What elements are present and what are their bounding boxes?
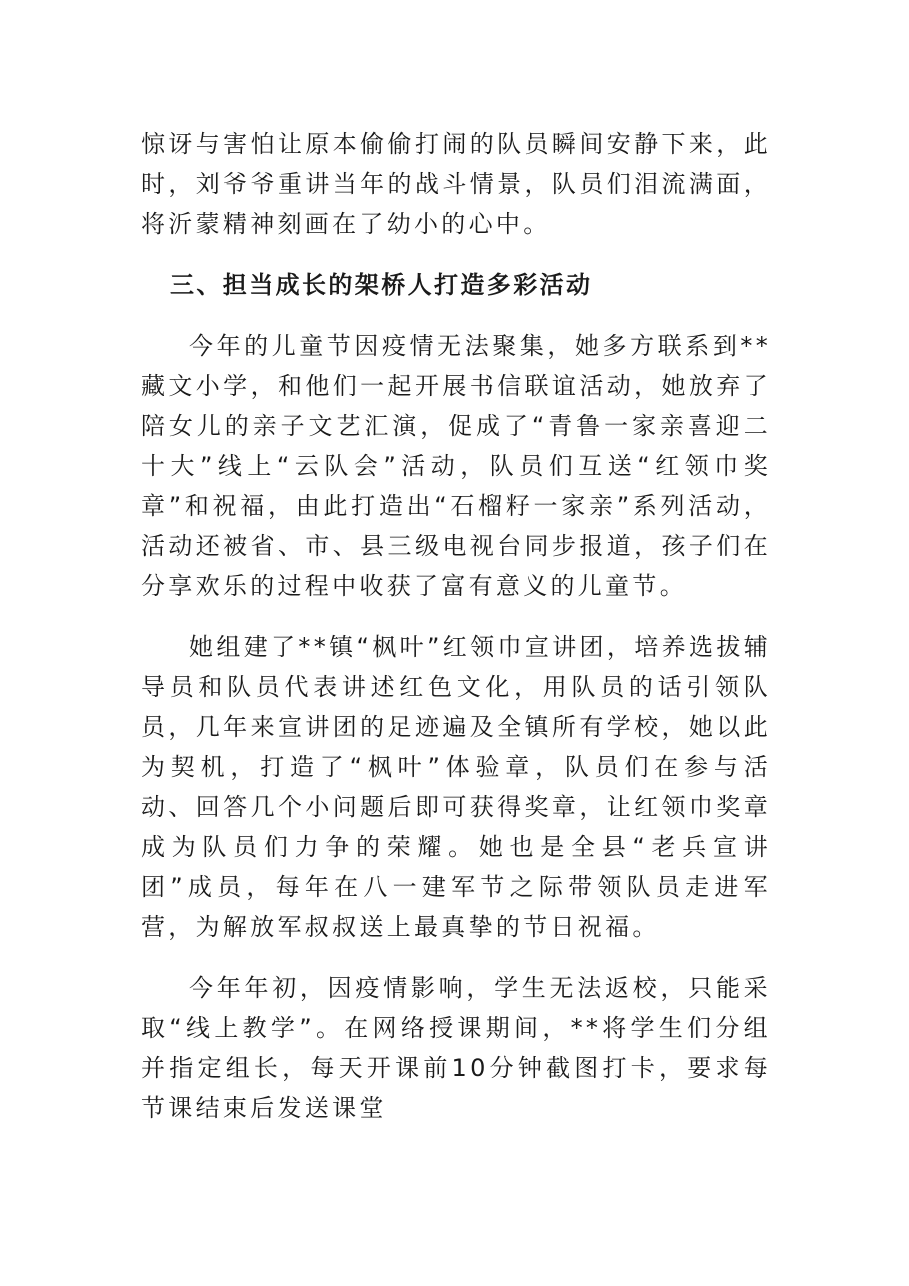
paragraph-continued: 惊讶与害怕让原本偷偷打闹的队员瞬间安静下来，此时，刘爷爷重讲当年的战斗情景，队员们泪流满面，将沂蒙精神刻画在了幼小的心中。: [141, 130, 771, 238]
paragraph-gap: [141, 947, 771, 968]
paragraph-gap: [141, 606, 771, 627]
document-body: [141, 124, 771, 1128]
paragraph-gap: [141, 244, 771, 265]
paragraph-childrens-day: 今年的儿童节因疫情无法聚集，她多方联系到**藏文小学，和他们一起开展书信联谊活动，她放弃了陪女儿的亲子文艺汇演，促成了“青鲁一家亲喜迎二十大”线上“云队会”活动，队员们互送“红领巾奖章”和祝福，由此打造出“石榴籽一家亲”系列活动，活动还被省、市、县三级电视台同步报道，孩子们在分享欢乐的过程中收获了富有意义的儿童节。: [141, 332, 771, 600]
section-heading: 三、担当成长的架桥人打造多彩活动: [170, 271, 593, 299]
paragraph-online-teaching: 今年年初，因疫情影响，学生无法返校，只能采取“线上教学”。在网络授课期间，**将学生们分组并指定组长，每天开课前10分钟截图打卡，要求每节课结束后发送课堂: [141, 974, 771, 1122]
paragraph-lecture-group: 她组建了**镇“枫叶”红领巾宣讲团，培养选拔辅导员和队员代表讲述红色文化，用队员的话引领队员，几年来宣讲团的足迹遍及全镇所有学校，她以此为契机，打造了“枫叶”体验章，队员们在参与活动、回答几个小问题后即可获得奖章，让红领巾奖章成为队员们力争的荣耀。她也是全县“老兵宣讲团”成员，每年在八一建军节之际带领队员走进军营，为解放军叔叔送上最真挚的节日祝福。: [141, 633, 771, 941]
paragraph-gap: [141, 305, 771, 326]
